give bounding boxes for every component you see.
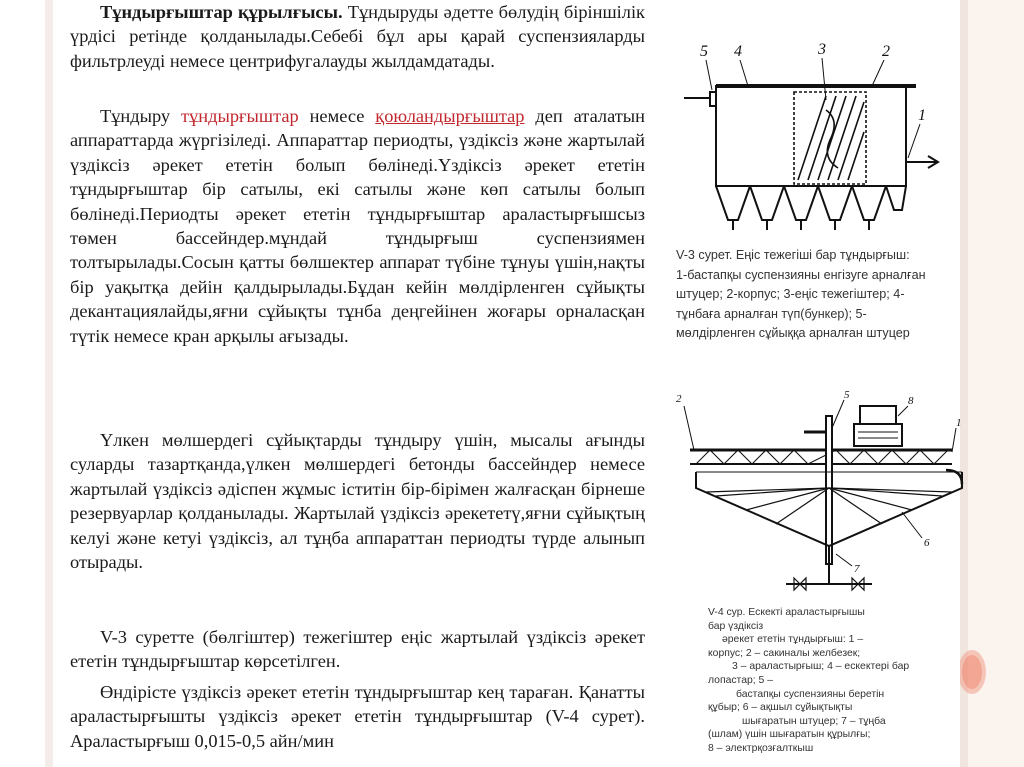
paragraph-3-text: Үлкен мөлшердегі сұйықтарды тұндыру үшін, мысалы ағынды суларды тазартқанда,үлкен мөлшердегі бетонды бассейндер немесе жартылай үздіксіз әдіспен жұмыс іститін бір-бірімен жалғасқан бірнеше резервуарлар қолданылады. Жартылай үздіксіз әрекететү,яғни сұйықтың келуі және кетуі үздіксіз, ал тұңба аппараттан периодты түрде алынып отырады.	[70, 430, 645, 573]
paragraph-5	[70, 680, 645, 753]
paragraph-3	[70, 428, 645, 574]
caption-line: корпус; 2 – сакиналы желбезек;	[708, 647, 861, 659]
label-4: 4	[734, 43, 742, 60]
settler-diagram-v3	[676, 40, 966, 240]
slide-left-border	[45, 0, 53, 767]
gearbox	[854, 424, 902, 446]
paragraph-5-text: Өндірісте үздіксіз әрекет ететін тұндырғыштар кең тараған. Қанатты араластырғышты үздіксіз әрекет ететін тұндырғыштар (V-4 сурет). Араластырғыш 0,015-0,5 айн/мин	[70, 682, 645, 751]
figure-v4-caption	[708, 606, 948, 756]
paragraph-1-body: Тұндыруды әдетте бөлудің біріншілік үрдісі ретінде қолданылады.Себебі бұл ары қарай суспензияларды фильтрлеуді немесе центрифугалауды жылдамдатады.	[70, 2, 645, 71]
label-8: 8	[908, 395, 914, 407]
label-5: 5	[844, 389, 850, 401]
caption-line: 3 – араластырғыш; 4 – ескектері бар	[732, 661, 910, 673]
inclined-baffles	[794, 92, 866, 184]
caption-line: (шлам) үшін шығаратын құрылғы;	[708, 729, 871, 741]
paragraph-2-part-2: немесе	[298, 106, 376, 126]
caption-line: мөлдірленген сұйыққа арналған штуцер	[676, 326, 910, 341]
caption-line: лопастар; 5 –	[708, 674, 773, 686]
paragraph-2-part-3: деп аталатын аппараттарда жүргізіледі. Аппараттар периодты, үздіксіз және жартылай үздіксіз әрекет ететін болып бөлінеді.Үздіксіз әрекет ететін тұндырғыштар бір сатылы, екі сатылы және көп сатылы болып бөлінеді.Периодты әрекет ететін тұндырғыштар араластырғышсыз төмен бассейндер.мұндай тұндырғыш суспензиямен толтырылады.Сосын қатты бөлшектер аппарат түбіне тұнуы үшін,нақты бір уақытқа дейін қалдырылады.Бұдан кейін мөлдірленген сұйықты декантациялайды,яғни сұйықты тұнба деңгейінен жоғары орналасқан түтік немесе кран арқылы ағызады.	[70, 106, 645, 346]
section-heading: Тұндырғыштар құрылғысы.	[100, 2, 343, 22]
paragraph-4	[70, 625, 645, 674]
caption-line: шығаратын штуцер; 7 – тұңба	[742, 715, 886, 727]
caption-line: құбыр; 6 – ақшыл сұйықтықты	[708, 702, 853, 714]
paragraph-4-text: V-3 суретте (бөлгіштер) тежегіштер еңіс жартылай үздіксіз әрекет ететін тұндырғыштар көрсетілген.	[70, 627, 645, 672]
outlet-fitting	[710, 92, 716, 106]
caption-line: V-3 сурет. Еңіс тежегіші бар тұндырғыш:	[676, 248, 910, 262]
decorative-circle-inner	[962, 655, 982, 689]
caption-line: 8 – электрқозғалткыш	[708, 742, 814, 754]
term-settlers: тұндырғыштар	[181, 106, 299, 126]
label-2: 2	[676, 393, 682, 405]
label-2: 2	[882, 43, 890, 60]
caption-line: бар үздіксіз	[708, 620, 764, 632]
thickener-diagram-v4	[676, 388, 966, 602]
label-3: 3	[818, 41, 826, 58]
label-7: 7	[854, 563, 860, 575]
paragraph-2	[70, 104, 645, 348]
paragraph-2-part-1: Тұндыру	[100, 106, 182, 126]
label-1: 1	[918, 107, 926, 124]
text-column	[70, 0, 645, 767]
label-5: 5	[700, 43, 708, 60]
caption-line: тұнбаға арналған түп(бункер); 5-	[676, 306, 867, 321]
slide-left-margin	[0, 0, 42, 767]
caption-line: V-4 сур. Ескекті араластырғышы	[708, 607, 865, 618]
label-1: 1	[956, 417, 962, 429]
caption-line: бастапқы суспензияны беретін	[736, 688, 885, 700]
figure-v3-caption	[676, 246, 966, 344]
caption-line: әрекет ететін тұндырғыш: 1 –	[722, 634, 864, 646]
paragraph-1	[70, 0, 645, 73]
caption-line: штуцер; 2-корпус; 3-еңіс тежегіштер; 4-	[676, 287, 905, 302]
caption-line: 1-бастапқы суспензияны енгізуге арналған	[676, 267, 926, 282]
hoppers	[716, 186, 906, 230]
label-6: 6	[924, 537, 930, 549]
term-thickeners: қоюландырғыштар	[375, 106, 525, 126]
motor	[860, 406, 896, 424]
